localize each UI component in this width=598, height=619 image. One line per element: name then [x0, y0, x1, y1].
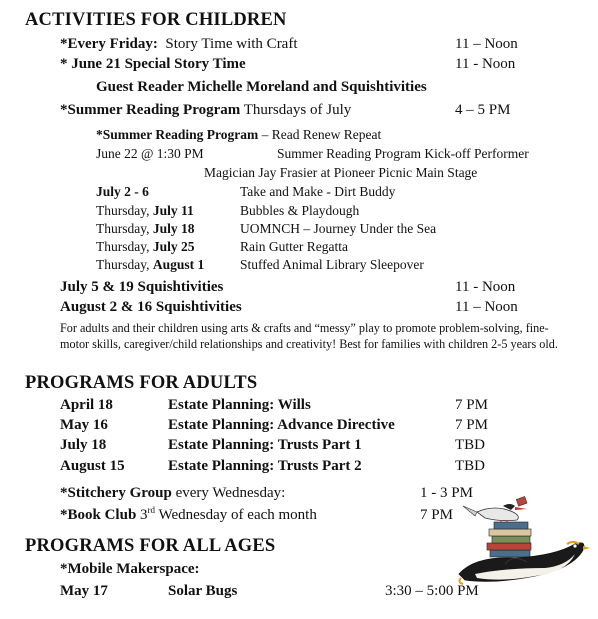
adult-row-time: 7 PM [455, 417, 488, 433]
adult-row-date: April 18 [60, 397, 113, 413]
allages-row-date: May 17 [60, 583, 108, 599]
guest-reader: Guest Reader Michelle Moreland and Squishtivities [96, 79, 427, 95]
adult-row-time: 7 PM [455, 397, 488, 413]
event-book-club [60, 505, 317, 523]
srp-kickoff-date: June 22 @ 1:30 PM [96, 146, 204, 161]
event-squishtivities-july: July 5 & 19 Squishtivities [60, 279, 224, 295]
srp-event-date: July 2 - 6 [96, 184, 149, 199]
event-text: Story Time with Craft [165, 36, 298, 52]
event-label: *Stitchery Group [60, 485, 172, 501]
event-text: every Wednesday: [171, 485, 286, 501]
srp-event-row [96, 240, 195, 254]
adult-row-title: Estate Planning: Trusts Part 1 [168, 437, 362, 453]
allages-row-title: Solar Bugs [168, 583, 238, 599]
event-label: *Book Club [60, 507, 137, 523]
srp-event-prefix: Thursday, [96, 257, 153, 272]
srp-event-date: July 11 [152, 203, 194, 218]
adult-row-date: August 15 [60, 458, 125, 474]
event-time: 7 PM [420, 507, 453, 523]
srp-event-name: Rain Gutter Regatta [240, 239, 348, 254]
srp-event-name: UOMNCH – Journey Under the Sea [240, 221, 437, 236]
srp-event-row [96, 258, 204, 272]
event-every-friday [60, 37, 298, 52]
srp-event-prefix: Thursday, [96, 203, 153, 218]
srp-kickoff-text: Summer Reading Program Kick-off Performer [277, 146, 529, 161]
tern-bird-icon [463, 496, 527, 522]
srp-event-date: July 18 [152, 221, 195, 236]
srp-event-name: Bubbles & Playdough [240, 203, 360, 218]
event-time: 11 – Noon [455, 299, 518, 315]
penguin-tern-books-illustration [455, 496, 590, 588]
adult-row-title: Estate Planning: Wills [168, 397, 311, 413]
event-text: Thursdays of July [243, 102, 352, 118]
srp-event-row [96, 185, 149, 199]
event-june21-story-time: * June 21 Special Story Time [60, 56, 246, 72]
srp-event-date: August 1 [152, 257, 205, 272]
srp-event-prefix: Thursday, [96, 239, 153, 254]
adult-row-time: TBD [455, 437, 485, 453]
srp-event-name: Stuffed Animal Library Sleepover [240, 257, 424, 272]
event-time: 1 - 3 PM [420, 485, 473, 501]
mobile-makerspace: *Mobile Makerspace: [60, 561, 200, 577]
srp-event-name: Take and Make - Dirt Buddy [240, 184, 396, 199]
event-label: *Every Friday: [60, 36, 158, 52]
adult-row-time: TBD [455, 458, 485, 474]
adult-row-title: Estate Planning: Advance Directive [168, 417, 395, 433]
event-squishtivities-august: August 2 & 16 Squishtivities [60, 299, 242, 315]
allages-row-time: 3:30 – 5:00 PM [385, 583, 479, 599]
event-time: 4 – 5 PM [455, 102, 511, 118]
heading-children: ACTIVITIES FOR CHILDREN [25, 10, 287, 30]
event-time: 11 - Noon [455, 279, 516, 295]
adult-row-title: Estate Planning: Trusts Part 2 [168, 458, 362, 474]
event-text: Wednesday of each month [155, 507, 317, 523]
srp-event-prefix: Thursday, [96, 221, 153, 236]
event-summer-reading [60, 103, 351, 118]
event-text-sup: rd [147, 505, 156, 515]
book-stack-icon [487, 522, 531, 557]
event-time: 11 – Noon [455, 36, 518, 52]
event-label: *Summer Reading Program [60, 102, 241, 118]
adult-row-date: July 18 [60, 437, 107, 453]
srp-kickoff-text2: Magician Jay Frasier at Pioneer Picnic Main Stage [204, 165, 478, 180]
heading-all-ages: PROGRAMS FOR ALL AGES [25, 536, 276, 556]
srp-subtitle: – Read Renew Repeat [261, 127, 382, 142]
heading-adults: PROGRAMS FOR ADULTS [25, 373, 258, 393]
squishtivities-description: For adults and their children using arts & crafts and “messy” play to promote problem-solving, fine-motor skills, caregiver/child relationships and creativity! Best for families with children 2-5 years old. [60, 321, 558, 351]
srp-event-row [96, 222, 195, 236]
srp-event-date: July 25 [152, 239, 195, 254]
adult-row-date: May 16 [60, 417, 108, 433]
srp-title-label: *Summer Reading Program [96, 127, 259, 142]
event-time: 11 - Noon [455, 56, 516, 72]
srp-title [96, 128, 381, 142]
srp-event-row [96, 204, 194, 218]
event-text: 3 [136, 507, 148, 523]
event-stitchery-group [60, 486, 285, 501]
